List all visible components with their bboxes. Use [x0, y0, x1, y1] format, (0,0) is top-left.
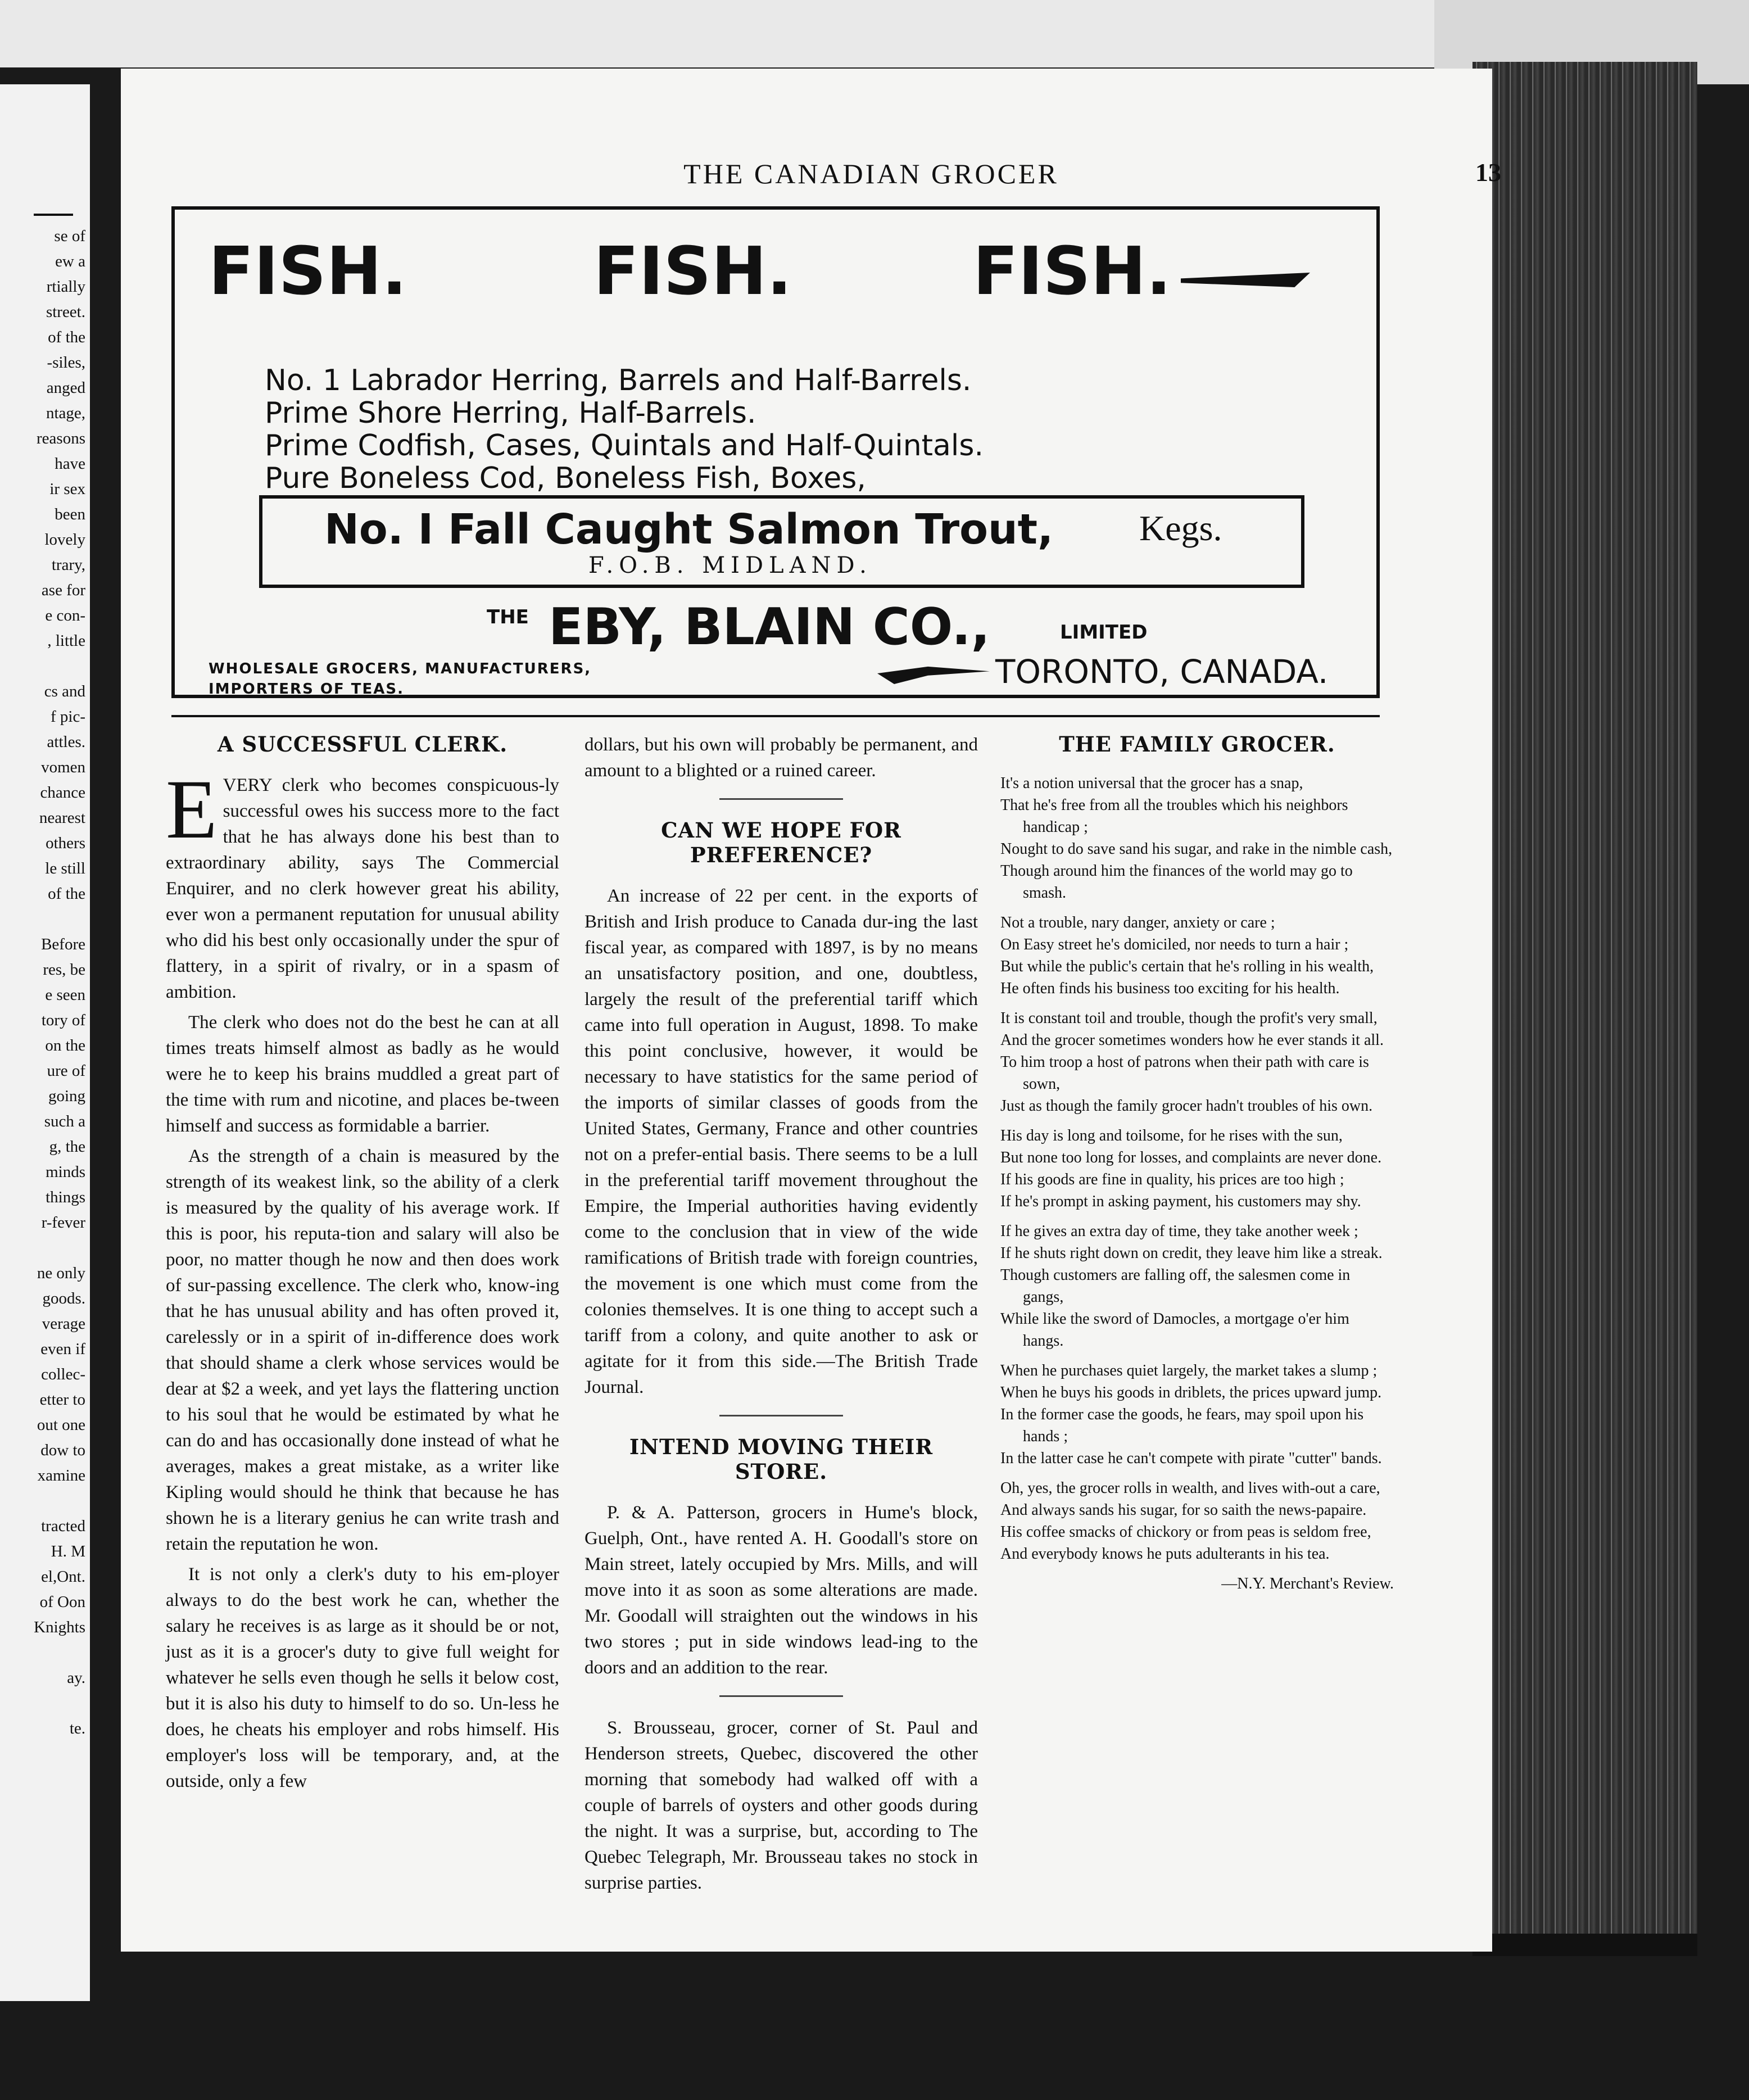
poem-line: When he buys his goods in driblets, the prices upward jump. — [1000, 1384, 1382, 1401]
poem-attribution: —N.Y. Merchant's Review. — [1221, 1575, 1394, 1592]
page-number: 13 — [1475, 158, 1501, 187]
book-page-edges — [1472, 62, 1697, 1945]
fob-terms: F.O.B. MIDLAND. — [588, 553, 872, 578]
article-paragraph: P. & A. Patterson, grocers in Hume's block, Guelph, Ont., have rented A. H. Goodall's store on Main street, lately occupied by Mrs. Mills, and will move into it as soon as some alterations are made. Mr. Goodall will straighten out the windows in his two stores ; put in side windows lead-ing to the doors and an addition to the rear. — [584, 1502, 978, 1678]
poem-line: In the former case the goods, he fears, may spoil upon his hands ; — [1000, 1406, 1364, 1445]
article-title: A SUCCESSFUL CLERK. — [217, 732, 508, 757]
poem-body — [1000, 772, 1394, 1565]
poem-line: To him troop a host of patrons when their path with care is sown, — [1000, 1053, 1369, 1093]
facing-page-gap — [0, 1691, 90, 1716]
drop-cap: E — [166, 763, 218, 856]
facing-page-line: such a — [44, 1112, 85, 1130]
article-separator — [719, 1415, 843, 1416]
facing-page-line: tory of — [41, 1011, 85, 1029]
facing-page-line: ure of — [47, 1062, 85, 1080]
facing-page-line: going — [48, 1087, 85, 1105]
facing-page-line: been — [55, 505, 85, 523]
article-separator — [719, 1695, 843, 1697]
article-paragraph: The clerk who does not do the best he can at all times treats himself almost as badly as he would were he to keep his brains muddled a great part of the time with rum and nicotine, and places be-tween himself and success as formidable a barrier. — [166, 1012, 559, 1136]
facing-page-line: reasons — [37, 429, 85, 447]
facing-page-line: of the — [48, 885, 85, 903]
poem-line: His day is long and toilsome, for he rises with the sun, — [1000, 1127, 1343, 1144]
facing-page-text — [0, 224, 90, 1741]
facing-page-line: minds — [46, 1163, 85, 1181]
facing-page-line: of Oon — [39, 1593, 85, 1611]
facing-page-line: e seen — [45, 986, 85, 1004]
facing-page-line: r-fever — [41, 1214, 85, 1232]
article-continuation: dollars, but his own will probably be permanent, and amount to a blighted or a ruined career. — [584, 735, 978, 781]
facing-page-line: have — [55, 455, 85, 473]
poem-line: If he shuts right down on credit, they leave him like a streak. — [1000, 1244, 1383, 1262]
column-3 — [1000, 732, 1394, 1595]
facing-page-line: trary, — [51, 556, 85, 574]
facing-page-fragment — [0, 84, 90, 2001]
poem-line: Nought to do save sand his sugar, and rake in the nimble cash, — [1000, 840, 1393, 858]
company-city: TORONTO, CANADA. — [995, 653, 1329, 691]
poem-line: On Easy street he's domiciled, nor needs to turn a hair ; — [1000, 936, 1349, 953]
facing-page-line: ew a — [55, 252, 85, 270]
facing-page-line: out one — [37, 1416, 85, 1434]
facing-page-gap — [0, 907, 90, 932]
facing-page-line: etter to — [39, 1391, 85, 1409]
facing-page-line: anged — [46, 379, 85, 397]
ad-fish-word: FISH. — [593, 232, 792, 310]
column-rule — [171, 715, 1380, 717]
facing-page-line: even if — [40, 1340, 85, 1358]
facing-page-rule — [34, 214, 73, 216]
facing-page-line: ay. — [67, 1669, 85, 1687]
facing-page-line: street. — [46, 303, 85, 321]
facing-page-line: rtially — [46, 278, 85, 296]
poem-line: While like the sword of Damocles, a mortgage o'er him hangs. — [1000, 1310, 1349, 1350]
book-cover-rim — [1472, 1934, 1697, 1956]
facing-page-line: , little — [47, 632, 85, 650]
facing-page-line: le still — [45, 859, 85, 877]
ad-fish-word: FISH. — [973, 232, 1172, 310]
facing-page-line: ne only — [37, 1264, 85, 1282]
poem-line: If he's prompt in asking payment, his customers may shy. — [1000, 1193, 1361, 1210]
article-paragraph — [166, 763, 559, 1005]
facing-page-line: e con- — [45, 607, 85, 624]
facing-page-line: tracted — [41, 1517, 85, 1535]
poem-line: It's a notion universal that the grocer has a snap, — [1000, 775, 1303, 792]
facing-page-gap — [0, 1640, 90, 1665]
facing-page-line: goods. — [42, 1289, 85, 1307]
poem-line: When he purchases quiet largely, the market takes a slump ; — [1000, 1362, 1378, 1379]
poem-stanza — [1000, 1360, 1394, 1469]
poem-line: If his goods are fine in quality, his prices are too high ; — [1000, 1171, 1344, 1188]
column-2 — [584, 732, 978, 1896]
facing-page-gap — [0, 1235, 90, 1261]
facing-page-line: of the — [48, 328, 85, 346]
poem-line: It is constant toil and trouble, though the profit's very small, — [1000, 1010, 1378, 1027]
column-1 — [166, 732, 559, 1794]
article-paragraph: As the strength of a chain is measured by the strength of its weakest link, so the ability of a clerk is measured by the quality of his average work. If this is poor, his reputa-tion and salary will also be poor, no matter though he now and then does work of sur-passing excellence. The clerk who, know-ing that he has unusual ability and has often proved it, carelessly or in a spirit of in-difference does work that should shame a clerk whose services would be dear at $2 a week, and yet lays the flattering unction to his soul that he would be estimated by what he can do and has occasionally done instead of what he averages, makes a great mistake, as a writer like Kipling would should he think that because he has shown he is a literary genius he can write trash and retain the reputation he won. — [166, 1146, 559, 1554]
poem-stanza — [1000, 912, 1394, 999]
facing-page-line: res, be — [43, 961, 85, 979]
facing-page-line: -siles, — [47, 354, 85, 372]
ad-product-line: Pure Boneless Cod, Boneless Fish, Boxes, — [265, 461, 866, 495]
company-limited: LIMITED — [1060, 621, 1148, 644]
company-description: WHOLESALE GROCERS, MANUFACTURERS, — [209, 660, 592, 677]
facing-page-line: te. — [69, 1719, 85, 1737]
article-paragraph: It is not only a clerk's duty to his em-ployer always to do the best work he can, whether the salary he receives is as large as it should be or not, just as it is a grocer's duty to give full weight for whatever he sells even though he sells it below cost, but it is also his duty to himself to do so. Un-less he does, he cheats his employer and robs himself. His employer's loss will be temporary, and, at the outside, only a few — [166, 1564, 559, 1791]
facing-page-line: things — [46, 1188, 85, 1206]
facing-page-line: chance — [40, 784, 85, 802]
poem-line: And always sands his sugar, for so saith the news-papaire. — [1000, 1501, 1367, 1519]
facing-page-line: f pic- — [51, 708, 85, 726]
salmon-headline: No. I Fall Caught Salmon Trout, — [324, 505, 1054, 554]
poem-line: Not a trouble, nary danger, anxiety or care ; — [1000, 914, 1275, 931]
poem-stanza — [1000, 1007, 1394, 1117]
poem-stanza — [1000, 1477, 1394, 1565]
facing-page-line: lovely — [44, 531, 85, 549]
facing-page-line: verage — [42, 1315, 85, 1333]
poem-line: And everybody knows he puts adulterants in his tea. — [1000, 1545, 1330, 1563]
ad-product-line: Prime Codfish, Cases, Quintals and Half-Quintals. — [265, 429, 984, 463]
poem-line: If he gives an extra day of time, they take another week ; — [1000, 1223, 1358, 1240]
poem-line: Oh, yes, the grocer rolls in wealth, and lives with-out a care, — [1000, 1479, 1380, 1497]
facing-page-line: ntage, — [46, 404, 85, 422]
paragraph-text: VERY clerk who becomes conspicuous-ly successful owes his success more to the fact that he has always done his best than to extraordinary ability, says The Commercial Enquirer, and no clerk however great his ability, ever won a permanent reputation for unusual ability who did his best only occasionally under the spur of flattery, in a spirit of rivalry, or in a spasm of ambition. — [166, 775, 559, 1002]
facing-page-line: dow to — [40, 1441, 85, 1459]
poem-line: But none too long for losses, and complaints are never done. — [1000, 1149, 1382, 1166]
article-separator — [719, 798, 843, 800]
article-paragraph: An increase of 22 per cent. in the exports of British and Irish produce to Canada dur-ing the last fiscal year, as compared with 1897, is by no means an unsatisfactory position, and one, doubtless, largely the result of the preferential tariff which came into full operation in August, 1898. To make this point conclusive, however, it would be necessary to have statistics for the same period of the imports of similar classes of goods from the United States, Germany, France and other countries not on a prefer-ential basis. There seems to be a lull in the preferential tariff movement throughout the Empire, the Imperial authorities having evidently come to the conclusion that in view of the wide ramifications of British trade with foreign countries, the movement is one which must come from the colonies themselves. It is one thing to accept such a tariff from a colony, and quite another to ask or agitate for it from this side.—The British Trade Journal. — [584, 886, 978, 1397]
facing-page-line: H. M — [51, 1542, 85, 1560]
article-paragraph: S. Brousseau, grocer, corner of St. Paul and Henderson streets, Quebec, discovered the other morning that somebody had walked off with a couple of barrels of oysters and other goods during the night. It was a surprise, but, according to The Quebec Telegraph, Mr. Brousseau takes no stock in surprise parties. — [584, 1718, 978, 1893]
poem-stanza — [1000, 772, 1394, 904]
salmon-trout-box — [259, 495, 1304, 588]
salmon-unit: Kegs. — [1139, 508, 1222, 548]
facing-page-line: xamine — [37, 1467, 85, 1485]
facing-page-line: Before — [41, 935, 85, 953]
company-article: THE — [487, 606, 529, 628]
decorative-arrow-icon — [1181, 273, 1310, 287]
company-name: EBY, BLAIN CO., — [549, 598, 990, 657]
poem-line: In the latter case he can't compete with pirate "cutter" bands. — [1000, 1450, 1382, 1467]
facing-page-line: attles. — [47, 733, 85, 751]
ad-product-line: Prime Shore Herring, Half-Barrels. — [265, 396, 756, 430]
newspaper-page — [121, 69, 1501, 1952]
poem-line: And the grocer sometimes wonders how he ever stands it all. — [1000, 1031, 1384, 1049]
poem-line: Though around him the finances of the world may go to smash. — [1000, 862, 1353, 902]
facing-page-line: collec- — [41, 1365, 85, 1383]
pointing-hand-icon — [877, 663, 990, 684]
facing-page-line: on the — [45, 1037, 85, 1054]
facing-page-line: se of — [54, 227, 85, 245]
poem-stanza — [1000, 1125, 1394, 1212]
poem-line: Though customers are falling off, the salesmen come in gangs, — [1000, 1266, 1351, 1306]
poem-stanza — [1000, 1220, 1394, 1352]
company-description: IMPORTERS OF TEAS. — [209, 681, 404, 698]
fish-advertisement — [171, 206, 1380, 698]
facing-page-line: el,Ont. — [41, 1568, 85, 1586]
facing-page-line: nearest — [39, 809, 85, 827]
facing-page-line: others — [46, 834, 85, 852]
article-title: CAN WE HOPE FOR PREFERENCE? — [661, 818, 901, 867]
poem-line: He often finds his business too exciting for his health. — [1000, 980, 1340, 997]
poem-line: Just as though the family grocer hadn't troubles of his own. — [1000, 1097, 1373, 1115]
facing-page-gap — [0, 654, 90, 679]
poem-title: THE FAMILY GROCER. — [1059, 732, 1335, 757]
facing-page-gap — [0, 1488, 90, 1514]
facing-page-line: Knights — [34, 1618, 85, 1636]
poem-line: That he's free from all the troubles which his neighbors handicap ; — [1000, 796, 1348, 836]
poem-line: But while the public's certain that he's rolling in his wealth, — [1000, 958, 1374, 975]
running-head: THE CANADIAN GROCER — [683, 158, 1059, 189]
poem-line: His coffee smacks of chickory or from peas is seldom free, — [1000, 1523, 1371, 1541]
facing-page-line: cs and — [44, 682, 85, 700]
ad-fish-word: FISH. — [209, 232, 407, 310]
facing-page-line: ase for — [41, 581, 85, 599]
facing-page-line: ir sex — [49, 480, 85, 498]
ad-product-line: No. 1 Labrador Herring, Barrels and Half-Barrels. — [265, 364, 972, 397]
article-title: INTEND MOVING THEIR STORE. — [629, 1434, 934, 1484]
facing-page-line: vomen — [41, 758, 85, 776]
facing-page-line: g, the — [49, 1138, 85, 1156]
